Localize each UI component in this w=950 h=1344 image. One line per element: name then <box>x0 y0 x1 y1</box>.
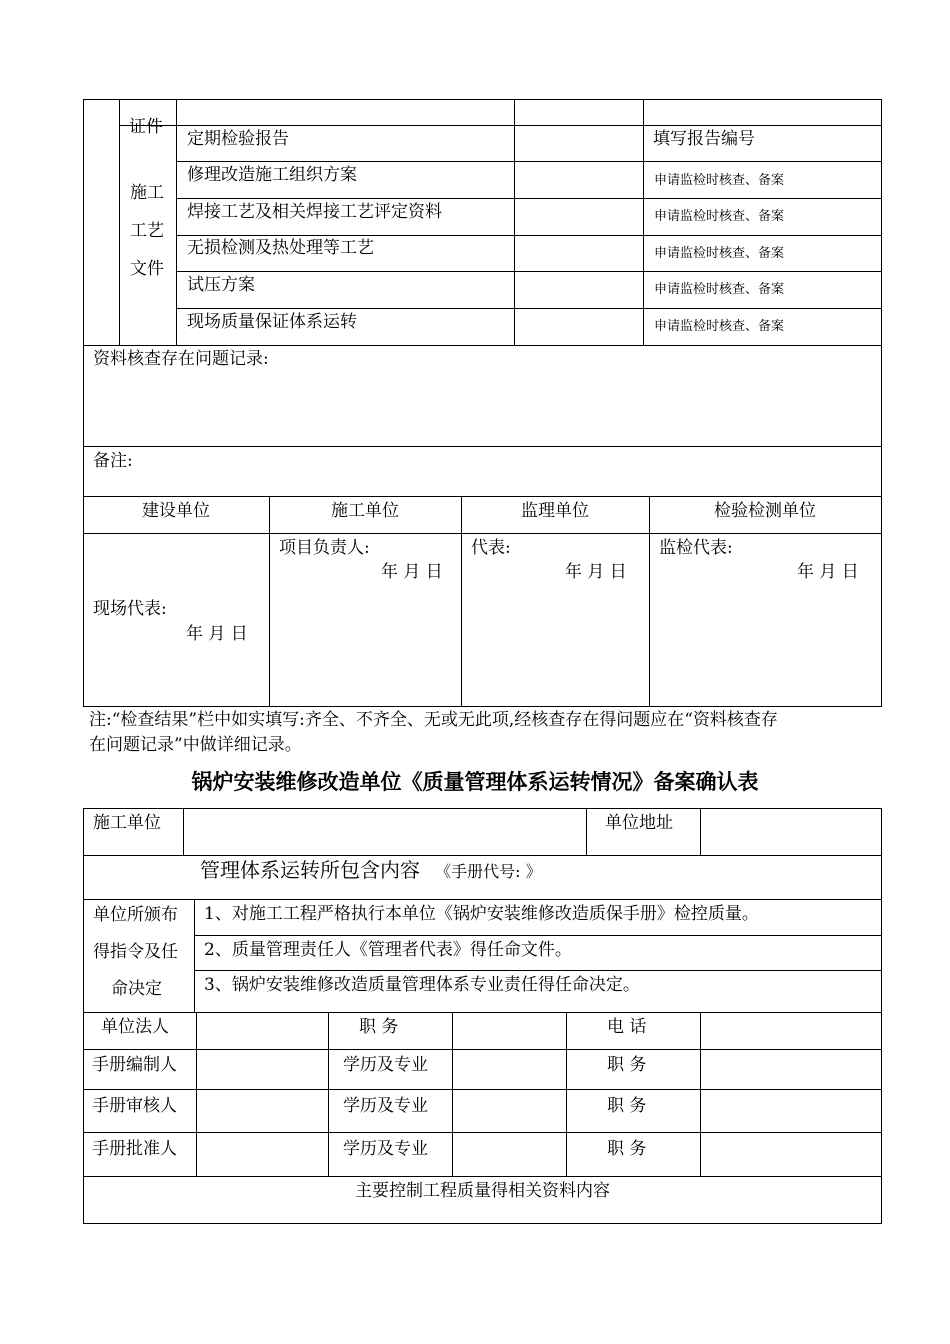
doc-item: 无损检测及热处理等工艺 <box>187 238 374 258</box>
main-content-label: 主要控制工程质量得相关资料内容 <box>355 1181 610 1201</box>
divider <box>83 1089 882 1090</box>
divider <box>194 899 195 1012</box>
manual-compiler-label: 手册编制人 <box>92 1055 177 1075</box>
divider <box>649 496 650 707</box>
process-label-line2: 工艺 <box>130 221 164 241</box>
education-label: 学历及专业 <box>343 1055 428 1075</box>
doc-note: 申请监检时核查、备案 <box>654 319 785 334</box>
manual-reviewer-label: 手册审核人 <box>92 1096 177 1116</box>
divider <box>119 125 881 126</box>
doc-item: 试压方案 <box>187 275 255 295</box>
position-label: 职 务 <box>607 1096 647 1116</box>
divider <box>194 970 881 971</box>
divider <box>83 1132 882 1133</box>
table-border-right <box>881 808 882 1224</box>
table-border-left <box>83 99 84 707</box>
divider <box>83 855 882 856</box>
divider <box>83 496 882 497</box>
inspect-rep-label: 监检代表: <box>659 538 733 558</box>
process-label-line3: 文件 <box>130 259 164 279</box>
doc-note: 申请监检时核查、备案 <box>654 246 785 261</box>
rep-label: 代表: <box>471 538 511 558</box>
divider <box>269 496 270 707</box>
doc-item: 定期检验报告 <box>187 129 289 149</box>
process-label-line1: 施工 <box>130 183 164 203</box>
note-line-2: 在问题记录”中做详细记录。 <box>89 735 302 755</box>
manual-approver-label: 手册批准人 <box>92 1139 177 1159</box>
issues-label: 资料核查存在问题记录: <box>93 349 269 369</box>
divider <box>586 808 587 855</box>
doc-item: 修理改造施工组织方案 <box>187 165 357 185</box>
position-label: 职 务 <box>607 1055 647 1075</box>
divider <box>176 198 881 199</box>
divider <box>83 1176 882 1177</box>
doc-note: 申请监检时核查、备案 <box>654 282 785 297</box>
divider <box>83 1049 882 1050</box>
cert-label: 证件 <box>129 117 163 137</box>
date-label: 年 月 日 <box>565 562 627 582</box>
system-content-label: 管理体系运转所包含内容 <box>200 858 420 882</box>
doc-item: 焊接工艺及相关焊接工艺评定资料 <box>187 202 442 222</box>
divider <box>176 271 881 272</box>
divider <box>83 899 882 900</box>
position-label: 职 务 <box>607 1139 647 1159</box>
unit-header-supervision: 监理单位 <box>521 501 589 521</box>
date-label: 年 月 日 <box>186 624 248 644</box>
education-label: 学历及专业 <box>343 1096 428 1116</box>
unit-header-inspection: 检验检测单位 <box>714 501 816 521</box>
legal-person-label: 单位法人 <box>101 1017 169 1037</box>
table-border-top <box>83 808 882 809</box>
divider <box>83 345 882 346</box>
construction-unit-label: 施工单位 <box>93 813 161 833</box>
divider <box>176 308 881 309</box>
unit-header-owner: 建设单位 <box>142 501 210 521</box>
order-item: 3、锅炉安装维修改造质量管理体系专业责任得任命决定。 <box>204 975 640 995</box>
education-label: 学历及专业 <box>343 1139 428 1159</box>
divider <box>119 99 120 345</box>
site-rep-label: 现场代表: <box>93 599 167 619</box>
divider <box>700 808 701 855</box>
divider <box>461 496 462 707</box>
orders-label-line2: 得指令及任 <box>93 942 178 962</box>
project-lead-label: 项目负责人: <box>279 538 370 558</box>
divider <box>328 1012 329 1176</box>
table-border-right <box>881 99 882 707</box>
table-border-bottom <box>83 706 882 707</box>
order-item: 2、质量管理责任人《管理者代表》得任命文件。 <box>204 940 572 960</box>
doc-item: 现场质量保证体系运转 <box>187 312 357 332</box>
divider <box>452 1012 453 1176</box>
divider <box>176 161 881 162</box>
remarks-label: 备注: <box>93 451 133 471</box>
order-item: 1、对施工工程严格执行本单位《锅炉安装维修改造质保手册》检控质量。 <box>204 904 759 924</box>
divider <box>83 533 882 534</box>
position-label: 职 务 <box>359 1017 399 1037</box>
divider <box>194 935 881 936</box>
phone-label: 电 话 <box>607 1017 647 1037</box>
divider <box>83 1012 882 1013</box>
divider <box>83 446 882 447</box>
orders-label-line3: 命决定 <box>111 979 162 999</box>
doc-note: 申请监检时核查、备案 <box>654 209 785 224</box>
date-label: 年 月 日 <box>381 562 443 582</box>
divider <box>196 1012 197 1176</box>
orders-label-line1: 单位所颁布 <box>93 905 178 925</box>
table-border-top <box>83 99 882 100</box>
doc-note: 填写报告编号 <box>653 129 755 149</box>
form-title: 锅炉安装维修改造单位《质量管理体系运转情况》备案确认表 <box>191 770 759 794</box>
system-content-row <box>200 857 542 885</box>
divider <box>566 1012 567 1176</box>
divider <box>183 808 184 855</box>
unit-header-construction: 施工单位 <box>331 501 399 521</box>
divider <box>176 235 881 236</box>
table-border-bottom <box>83 1223 882 1224</box>
divider <box>700 1012 701 1176</box>
doc-note: 申请监检时核查、备案 <box>654 173 785 188</box>
date-label: 年 月 日 <box>797 562 859 582</box>
table-border-left <box>83 808 84 1224</box>
manual-code-label: 《手册代号: 》 <box>435 862 542 881</box>
note-line-1: 注:“检查结果”栏中如实填写:齐全、不齐全、无或无此项,经核查存在得问题应在“资料核查存 <box>89 710 778 730</box>
unit-address-label: 单位地址 <box>605 813 673 833</box>
